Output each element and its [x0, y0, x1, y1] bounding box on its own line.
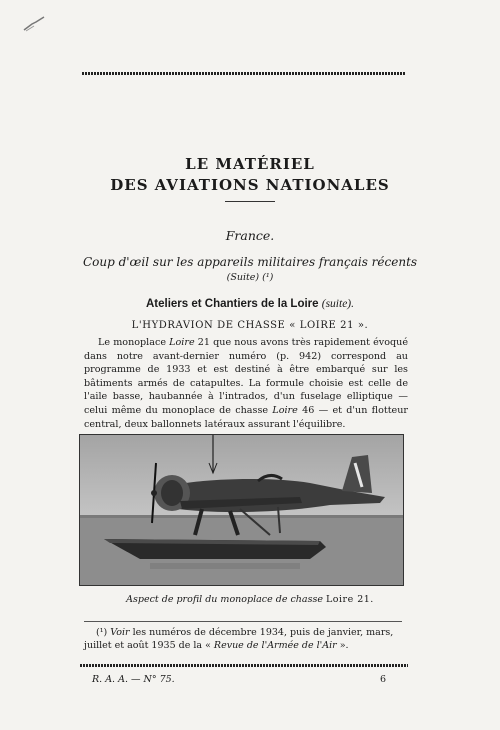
section-title-suffix: (suite).: [321, 298, 355, 310]
section-title-text: Ateliers et Chantiers de la Loire: [145, 298, 319, 310]
footnote-marker: (¹): [96, 627, 111, 638]
footer-journal-ref: R. A. A. — N° 75.: [92, 674, 175, 685]
footnote-rule: [84, 621, 402, 622]
section-title: [0, 298, 500, 310]
seaplane-illustration: [80, 435, 403, 585]
top-dotted-rule: [82, 72, 406, 75]
body-em-2: Loire: [272, 404, 298, 416]
page-title-line1: LE MATÉRIEL: [185, 155, 315, 173]
country-heading: France.: [225, 228, 275, 243]
body-text-3: 46 — et d'un flotteur central, deux ballonnets latéraux assurant l'équilibre.: [84, 404, 408, 430]
article-subtitle: Coup d'œil sur les appareils militaires français récents: [82, 255, 418, 269]
page-number: 6: [380, 674, 387, 685]
footnote: [84, 626, 406, 652]
suite-note: (Suite) (¹): [226, 272, 274, 283]
bottom-dotted-rule: [80, 664, 408, 667]
footnote-em-3: Revue de l'Armée de l'Air: [213, 640, 337, 651]
body-text-1: Le monoplace: [98, 337, 170, 348]
body-paragraph: [84, 336, 408, 431]
caption-smallcaps: Loire 21.: [325, 594, 374, 605]
footnote-text-2: les numéros de décembre 1934, puis de janvier, mars, juillet et août 1935 de la «: [84, 627, 394, 651]
pencil-mark-icon: [22, 14, 48, 34]
title-divider: [225, 201, 275, 202]
body-text-2: 21 que nous avons très rapidement évoqué dans notre avant-dernier numéro (p. 942) correspond au programme de 1933 et est destiné à être embarqué sur les bâtiments armés de catapultes. La formule choisie est celle de l'aile basse, haubannée à l'intrados, d'un fuselage elliptique — celui même du monoplace de chasse: [84, 337, 408, 416]
footnote-text-4: ».: [336, 640, 349, 651]
caption-text: Aspect de profil du monoplace de chasse: [126, 594, 326, 605]
body-em-1: Loire: [169, 337, 195, 348]
figure-caption: [0, 594, 500, 605]
footnote-em-1: Voir: [110, 627, 130, 638]
seaplane-photo: [79, 434, 404, 586]
page-title-line2: DES AVIATIONS NATIONALES: [110, 176, 390, 194]
subsection-heading: L'HYDRAVION DE CHASSE « LOIRE 21 ».: [131, 320, 369, 331]
